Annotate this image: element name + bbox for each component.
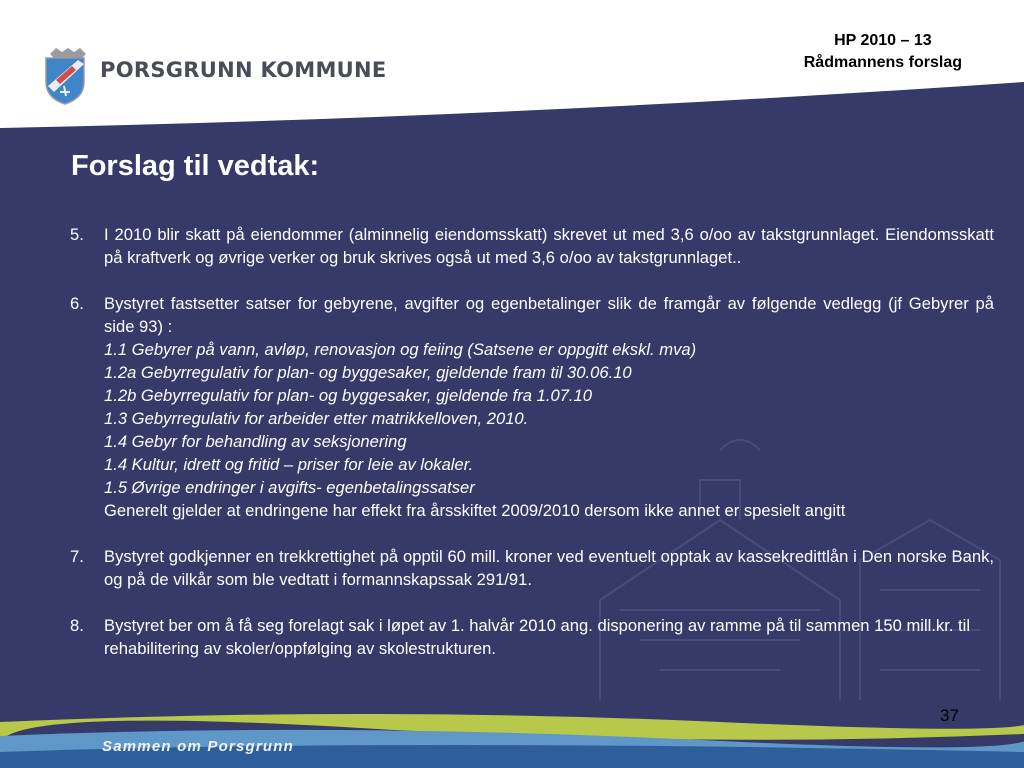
sub-item: 1.2b Gebyrregulativ for plan- og byggesaker, gjeldende fra 1.07.10 [104,386,592,405]
list-item [70,223,994,269]
item-number: 6. [70,294,84,313]
item-footer-text: Generelt gjelder at endringene har effekt fra årsskiftet 2009/2010 dersom ikke annet er spesielt angitt [104,501,846,520]
org-logo-text: PORSGRUNN KOMMUNE [100,58,387,82]
list-item [70,545,994,591]
item-text: Bystyret ber om å få seg forelagt sak i løpet av 1. halvår 2010 ang. disponering av ramme på til sammen 150 mill.kr. til rehabilitering av skoler/oppfølging av skolestrukturen. [104,616,971,658]
list-item [70,614,994,660]
item-number: 7. [70,547,84,566]
sub-item: 1.2a Gebyrregulativ for plan- og byggesaker, gjeldende fram til 30.06.10 [104,363,632,382]
slide-title: Forslag til vedtak: [71,150,320,182]
slide-body [70,223,994,683]
item-text: Bystyret godkjenner en trekkrettighet på opptil 60 mill. kroner ved eventuelt opptak av kassekredittlån i Den norske Bank, og på de vilkår som ble vedtatt i formannskapssak 291/91. [104,547,994,589]
doc-ref-line1: HP 2010 – 13 [834,32,932,49]
sub-item: 1.3 Gebyrregulativ for arbeider etter matrikkelloven, 2010. [104,409,529,428]
item-text: I 2010 blir skatt på eiendommer (alminnelig eiendomsskatt) skrevet ut med 3,6 o/oo av takstgrunnlaget. Eiendomsskatt på kraftverk og øvrige verker og bruk skrives også ut med 3,6 o/oo av takstgrunnlaget.. [104,225,994,267]
doc-ref-line2: Rådmannens forslag [803,54,962,71]
page-number: 37 [940,706,959,725]
item-number: 5. [70,225,84,244]
item-number: 8. [70,616,84,635]
item-text: Bystyret fastsetter satser for gebyrene, avgifter og egenbetalinger slik de framgår av følgende vedlegg (jf Gebyrer på side 93) : [104,294,994,336]
sub-item: 1.5 Øvrige endringer i avgifts- egenbetalingssatser [104,478,475,497]
sub-item: 1.4 Gebyr for behandling av seksjonering [104,432,407,451]
item-body [104,292,994,522]
footer-slogan: Sammen om Porsgrunn [102,738,294,755]
list-item [70,292,994,522]
sub-item: 1.4 Kultur, idrett og fritid – priser for leie av lokaler. [104,455,474,474]
sub-item: 1.1 Gebyrer på vann, avløp, renovasjon og feiing (Satsene er oppgitt ekskl. mva) [104,340,697,359]
